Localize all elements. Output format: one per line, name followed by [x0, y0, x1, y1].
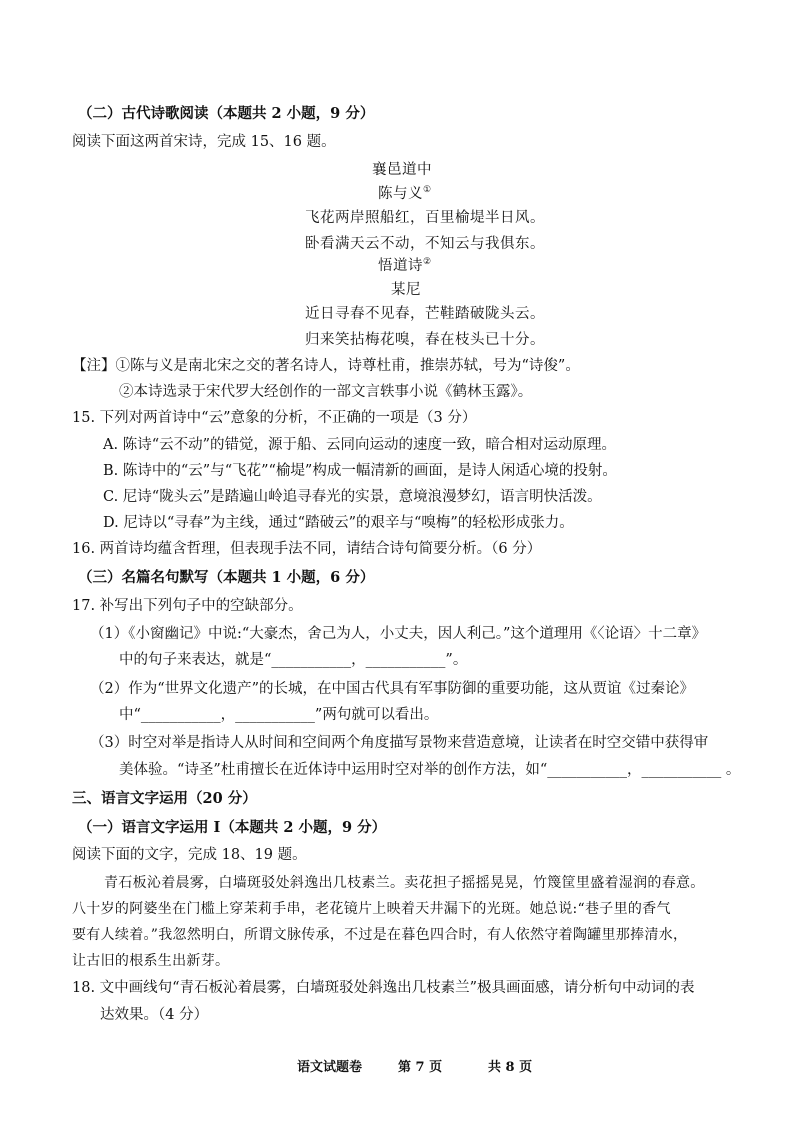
- passage-line1: 青石板沁着晨雾，白墙斑驳处斜逸出几枝素兰。卖花担子摇摇晃晃，竹篾筐里盛着湿润的春意。: [104, 875, 705, 891]
- passage-line4: 让古旧的根系生出新芽。: [72, 953, 230, 969]
- q17-part3-line1: （3）时空对举是指诗人从时间和空间两个角度描写景物来营造意境，让读者在时空交错中获得审: [90, 735, 709, 751]
- q16-stem: 16. 两首诗均蕴含哲理，但表现手法不同，请结合诗句简要分析。（6 分）: [72, 541, 542, 557]
- poem2-title-text: 悟道诗: [378, 258, 423, 274]
- section-heading-dictation: （三）名篇名句默写（本题共 1 小题，6 分）: [78, 569, 375, 586]
- passage-line3: 要有人续着。”我忽然明白，所谓文脉传承，不过是在暮色四合时，有人依然守着陶罐里那捧清水，: [72, 927, 688, 943]
- poem2-author: 某尼: [391, 282, 421, 298]
- language-instruction: 阅读下面的文字，完成 18、19 题。: [72, 847, 307, 863]
- footer-page-number: 第 7 页: [398, 1060, 443, 1075]
- poem2-line1: 近日寻春不见春，芒鞋踏破陇头云。: [305, 306, 545, 322]
- poem1-line2: 卧看满天云不动，不知云与我俱东。: [305, 236, 545, 252]
- passage-line2: 八十岁的阿婆坐在门槛上穿茉莉手串，老花镜片上映着天井漏下的光斑。她总说:“巷子里的香气: [72, 901, 671, 917]
- footer-total-pages: 共 8 页: [488, 1060, 533, 1075]
- note-2: ②本诗选录于宋代罗大经创作的一部文言轶事小说《鹤林玉露》。: [119, 384, 533, 400]
- q15-option-d: D. 尼诗以“寻春”为主线，通过“踏破云”的艰辛与“嗅梅”的轻松形成张力。: [103, 515, 574, 531]
- poem2-line2: 归来笑拈梅花嗅，春在枝头已十分。: [305, 332, 545, 348]
- poem1-title: 襄邑道中: [372, 162, 432, 178]
- part3-heading: 三、语言文字运用（20 分）: [72, 790, 257, 807]
- poem2-title: [378, 256, 432, 276]
- q15-option-c: C. 尼诗“陇头云”是踏遍山岭追寻春光的实景，意境浪漫梦幻，语言明快活泼。: [103, 489, 602, 505]
- q17-part3-line2: 美体验。“诗圣”杜甫擅长在近体诗中运用时空对举的创作方法，如“___________，___________ 。: [119, 762, 741, 778]
- poem1-line1: 飞花两岸照船红，百里榆堤半日风。: [305, 210, 545, 226]
- q18-line2: 达效果。（4 分）: [100, 1007, 209, 1023]
- q15-option-b: B. 陈诗中的“云”与“飞花”“榆堤”构成一幅清新的画面，是诗人闲适心境的投射。: [103, 463, 617, 479]
- poem1-footnote-mark: ①: [423, 185, 432, 196]
- q17-stem: 17. 补写出下列句子中的空缺部分。: [72, 598, 303, 614]
- q15-option-a: A. 陈诗“云不动”的错觉，源于船、云同向运动的速度一致，暗合相对运动原理。: [103, 437, 617, 453]
- poetry-instruction: 阅读下面这两首宋诗，完成 15、16 题。: [72, 134, 336, 150]
- q17-part2-line2: 中“___________，___________”两句就可以看出。: [119, 707, 439, 723]
- q15-stem: 15. 下列对两首诗中“云”意象的分析，不正确的一项是（3 分）: [72, 410, 477, 426]
- q18-line1: 18. 文中画线句“青石板沁着晨雾，白墙斑驳处斜逸出几枝素兰”极具画面感，请分析句中动词的表: [72, 980, 695, 996]
- poem2-footnote-mark: ②: [423, 257, 432, 268]
- poem1-author-name: 陈与义: [378, 186, 423, 202]
- q17-part1-line1: （1）《小窗幽记》中说:“大豪杰，舍己为人，小丈夫，因人利己。”这个道理用《〈论语〉十二章》: [90, 626, 707, 642]
- footer-subject: 语文试题卷: [297, 1060, 363, 1075]
- q17-part2-line1: （2）作为“世界文化遗产”的长城，在中国古代具有军事防御的重要功能，这从贾谊《过秦论》: [90, 681, 695, 697]
- note-1: 【注】①陈与义是南北宋之交的著名诗人，诗尊杜甫，推崇苏轼，号为“诗俊”。: [72, 358, 580, 374]
- q17-part1-line2: 中的句子来表达，就是“___________，___________”。: [119, 652, 468, 668]
- poem1-author: [378, 184, 432, 204]
- section-heading-poetry: （二）古代诗歌阅读（本题共 2 小题，9 分）: [78, 105, 375, 122]
- section-heading-language: （一）语言文字运用 I（本题共 2 小题，9 分）: [78, 819, 387, 836]
